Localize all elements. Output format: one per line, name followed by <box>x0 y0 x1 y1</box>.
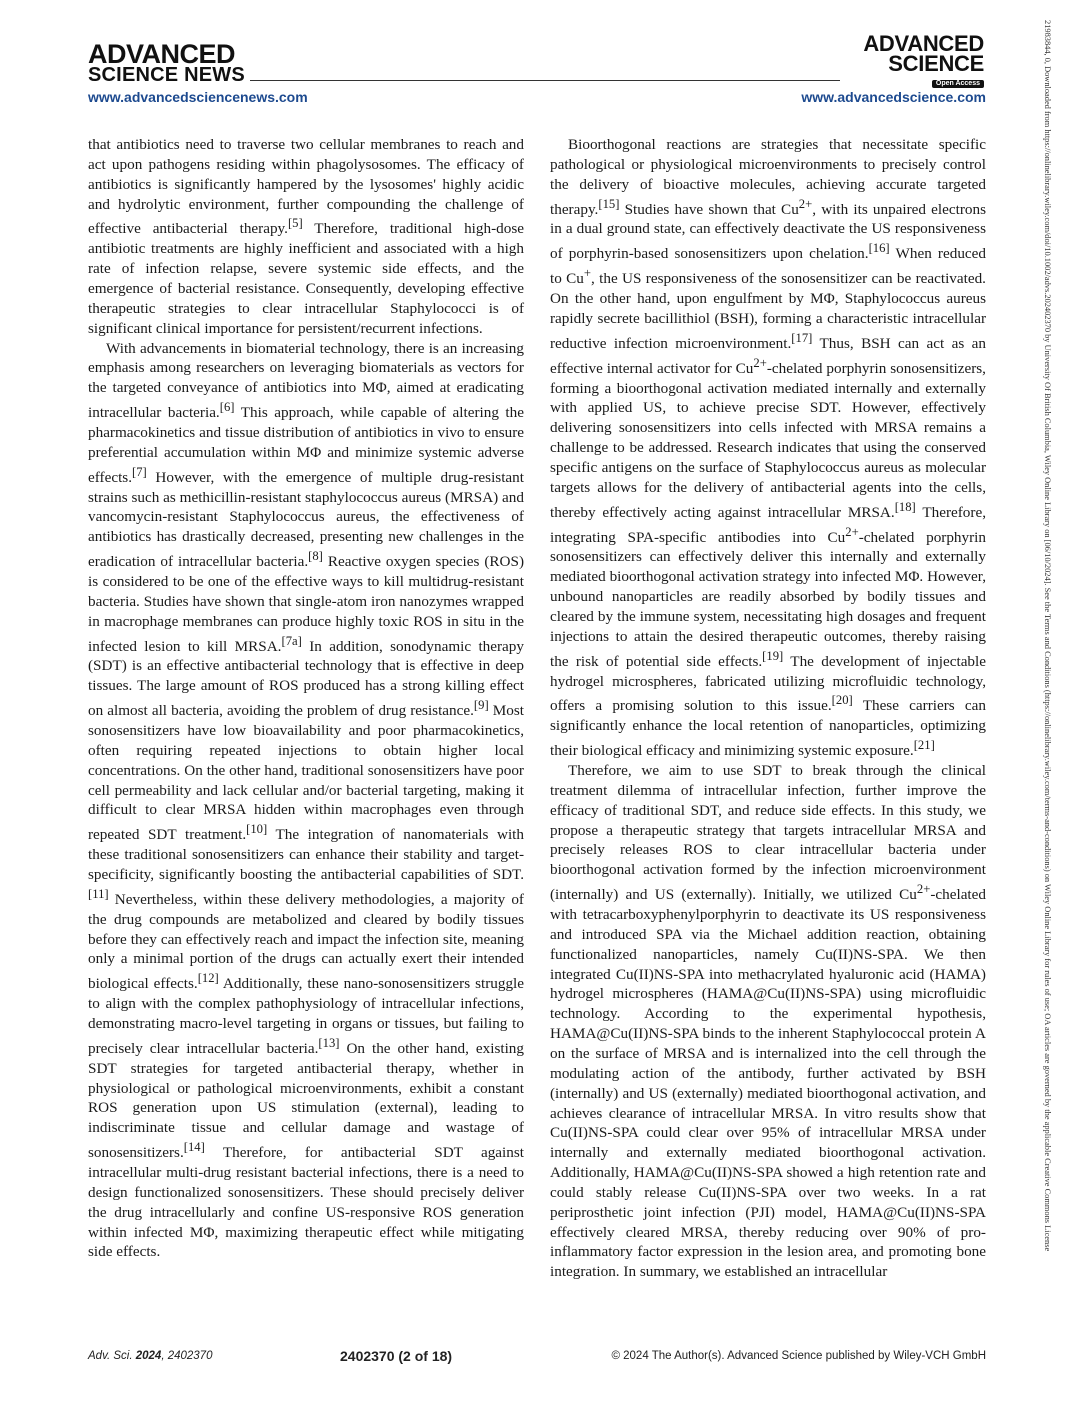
advanced-science-logo <box>863 31 984 88</box>
logo-left-line1: ADVANCED <box>88 39 236 69</box>
journal-citation <box>88 1350 212 1362</box>
journal-suffix: , 2402370 <box>161 1350 213 1362</box>
page-header <box>0 0 1080 110</box>
copyright-notice: © 2024 The Author(s). Advanced Science published by Wiley-VCH GmbH <box>611 1350 986 1362</box>
left-column <box>88 135 524 1262</box>
advancedsciencenews-link[interactable]: www.advancedsciencenews.com <box>88 89 308 105</box>
journal-year: 2024 <box>135 1350 162 1362</box>
advanced-science-news-logo <box>88 39 245 87</box>
left-paragraph-2: With advancements in biomaterial technology, there is an increasing emphasis among researchers on leveraging biomaterials as vectors for the targeted conveyance of antibiotics into MΦ, aimed at eradicating intracellular bacteria.[6] This approach, while capable of altering the pharmacokinetics and tissue distribution of antibiotics in vivo to ensure preferential accumulation within MΦ and minimize systemic adverse effects.[7] However, with the emergence of multiple drug-resistant strains such as methicillin-resistant staphylococcus aureus (MRSA) and vancomycin-resistant Staphylococcus aureus, the effectiveness of antibiotics has drastically decreased, presenting new challenges in the eradication of intracellular bacteria.[8] Reactive oxygen species (ROS) is considered to be one of the effective ways to kill multidrug-resistant bacteria. Studies have shown that single-atom iron nanozymes wrapped in macrophage membranes can produce highly toxic ROS in situ in the infected lesion to kill MRSA.[7a] In addition, sonodynamic therapy (SDT) is an effective antibacterial technology that is effective in deep tissues. The large amount of ROS produced has a strong killing effect on almost all bacteria, avoiding the problem of drug resistance.[9] Most sonosensitizers have low bioavailability and poor pharmacokinetics, often requiring repeated injections to obtain higher local concentrations. On the other hand, traditional sonosensitizers have poor cell permeability and lack cellular and/or bacterial targeting, making it difficult to clear MRSA hidden within macrophages even through repeated SDT treatment.[10] The integration of nanomaterials with these traditional sonosensitizers can enhance their stability and target-specificity, significantly boosting the antibacterial capabilities of SDT.[11] Nevertheless, within these delivery methodologies, a majority of the drug compounds are metabolized and cleared by bodily tissues before they can effectively reach and impact the infection site, meaning only a minimal portion of the drugs can actually exert their intended biological effects.[12] Additionally, these nano-sonosensitizers struggle to align with the complex pathophysiology of intracellular infections, demonstrating macro-level targeting in organs or tissues, but failing to precisely clear intracellular bacteria.[13] On the other hand, existing SDT strategies for targeted antibacterial therapy, whether in physiological or pathological microenvironments, exhibit a constant ROS generation upon US stimulation (external), leading to indiscriminate tissue and cellular damage and wastage of sonosensitizers.[14] Therefore, for antibacterial SDT against intracellular multi-drug resistant bacterial infections, there is a need to design functionalized sonosensitizers. These should precisely deliver the drug intracellularly and confine US-responsive ROS generation within infected MΦ, maximizing therapeutic effect while mitigating side effects. <box>88 339 525 1261</box>
download-notice: 21983844, 0, Downloaded from https://onlinelibrary.wiley.com/doi/10.1002/advs.202402370 by University Of British Columbia, Wiley Online Library on [06/10/2024]. See the Terms and Conditions (https://onlinelibrary.wiley.com/terms-and-conditions) on Wiley Online Library for rules of use; OA articles are governed by the applicable Creative Commons License <box>1043 20 1052 1252</box>
open-access-badge: Open Access <box>932 80 984 88</box>
logo-right-line1: ADVANCED <box>863 31 984 56</box>
journal-prefix: Adv. Sci. <box>88 1350 136 1362</box>
right-column <box>550 135 986 1282</box>
page-number: 2402370 (2 of 18) <box>340 1348 453 1364</box>
right-paragraph-2: Therefore, we aim to use SDT to break through the clinical treatment dilemma of intracellular infection, further improve the efficacy of traditional SDT, and reduce side effects. In this study, we propose a therapeutic strategy that targets intracellular MRSA and precisely releases ROS to clear intracellular bacteria under bioorthogonal activation formed by the infection microenvironment (internally) and US (externally). Initially, we utilized $Cu^{2+}$-chelated with tetracarboxyphenylporphyrin to deactivate its US responsiveness and introduced SPA via the Michael addition reaction, obtaining functionalized nanoparticles, namely Cu(II)NS-SPA. We then integrated Cu(II)NS-SPA into methacrylated hyaluronic acid (HAMA) hydrogel microspheres (HAMA@Cu(II)NS-SPA) using microfluidic technology. According to the experimental hypothesis, HAMA@Cu(II)NS-SPA binds to the inherent Staphylococcal protein A on the surface of MRSA and is internalized into the cell through the modulating action of the antibody, further activated by BSH (internally) and US (externally) mediated bioorthogonal activation, and achieves clearance of intracellular MRSA. In vitro results show that Cu(II)NS-SPA could clear over 95% of intracellular MRSA under internally and externally mediated bioorthogonal activation. Additionally, HAMA@Cu(II)NS-SPA showed a high retention rate and could stably release Cu(II)NS-SPA over two weeks. In a rat periprosthetic joint infection (PJI) model, HAMA@Cu(II)NS-SPA effectively cleared MRSA, thereby reducing over 90% of pro-inflammatory factor expression in the lesion area, and promoting bone integration. In summary, we established an intracellular <box>550 762 986 1281</box>
advancedscience-link[interactable]: www.advancedscience.com <box>801 89 986 105</box>
logo-right-line2: SCIENCE <box>888 50 984 76</box>
logo-left-line2: SCIENCE NEWS <box>88 64 245 87</box>
right-paragraph-1: Bioorthogonal reactions are strategies that necessitate specific pathological or physiological microenvironments to precisely control the delivery of bioactive molecules, achieving accurate targeted therapy.[15] Studies have shown that $Cu^{2+}$, with its unpaired electrons in a dual ground state, can effectively deactivate the US responsiveness of porphyrin-based sonosensitizers upon chelation.[16] When reduced to Cu+, the US responsiveness of the sonosensitizer can be reactivated. On the other hand, upon engulfment by MΦ, Staphylococcus aureus rapidly secrete bacillithiol (BSH), forming a characteristic intracellular reductive infection microenvironment.[17] Thus, BSH can act as an effective internal activator for $Cu^{2+}$-chelated porphyrin sonosensitizers, forming a bioorthogonal activation mediated internally and externally with applied US, to achieve precise SDT. However, effectively delivering sonosensitizers into cells infected with MRSA remains a challenge to be addressed. Research indicates that using the conserved specific antigens on the surface of Staphylococcus aureus as molecular targets allows for the delivery of antibacterial agents into the cells, thereby effectively acting against intracellular MRSA.[18] Therefore, integrating SPA-specific antibodies into $Cu^{2+}$-chelated porphyrin sonosensitizers can effectively deliver this internally and externally mediated bioorthogonal activation strategy into infected MΦ. However, unbound nanoparticles are readily absorbed by bodily tissues and cleared by the immune system, necessitating high dosages and frequent injections to attain the desired therapeutic outcomes, thereby raising the risk of potential side effects.[19] The development of injectable hydrogel microspheres, fabricated utilizing microfluidic technology, offers a promising solution to this issue.[20] These carriers can significantly enhance the local retention of nanoparticles, optimizing their biological efficacy and minimizing systemic exposure.[21] <box>550 136 986 760</box>
header-rule <box>250 80 840 81</box>
download-sidebar <box>1040 20 1062 1400</box>
left-paragraph-1: that antibiotics need to traverse two cellular membranes to reach and act upon pathogens residing within phagolysosomes. The efficacy of antibiotics is significantly hampered by the lysosomes' highly acidic and hydrolytic environment, further compounding the challenge of effective antibacterial therapy.[5] Therefore, traditional high-dose antibiotic treatments are highly inefficient and associated with a high rate of infection relapse, severe systemic side effects, and the emergence of bacterial resistance. Consequently, developing effective therapeutic strategies to clear intracellular Staphylococci is of significant clinical importance for persistent/recurrent infections. <box>88 136 524 337</box>
